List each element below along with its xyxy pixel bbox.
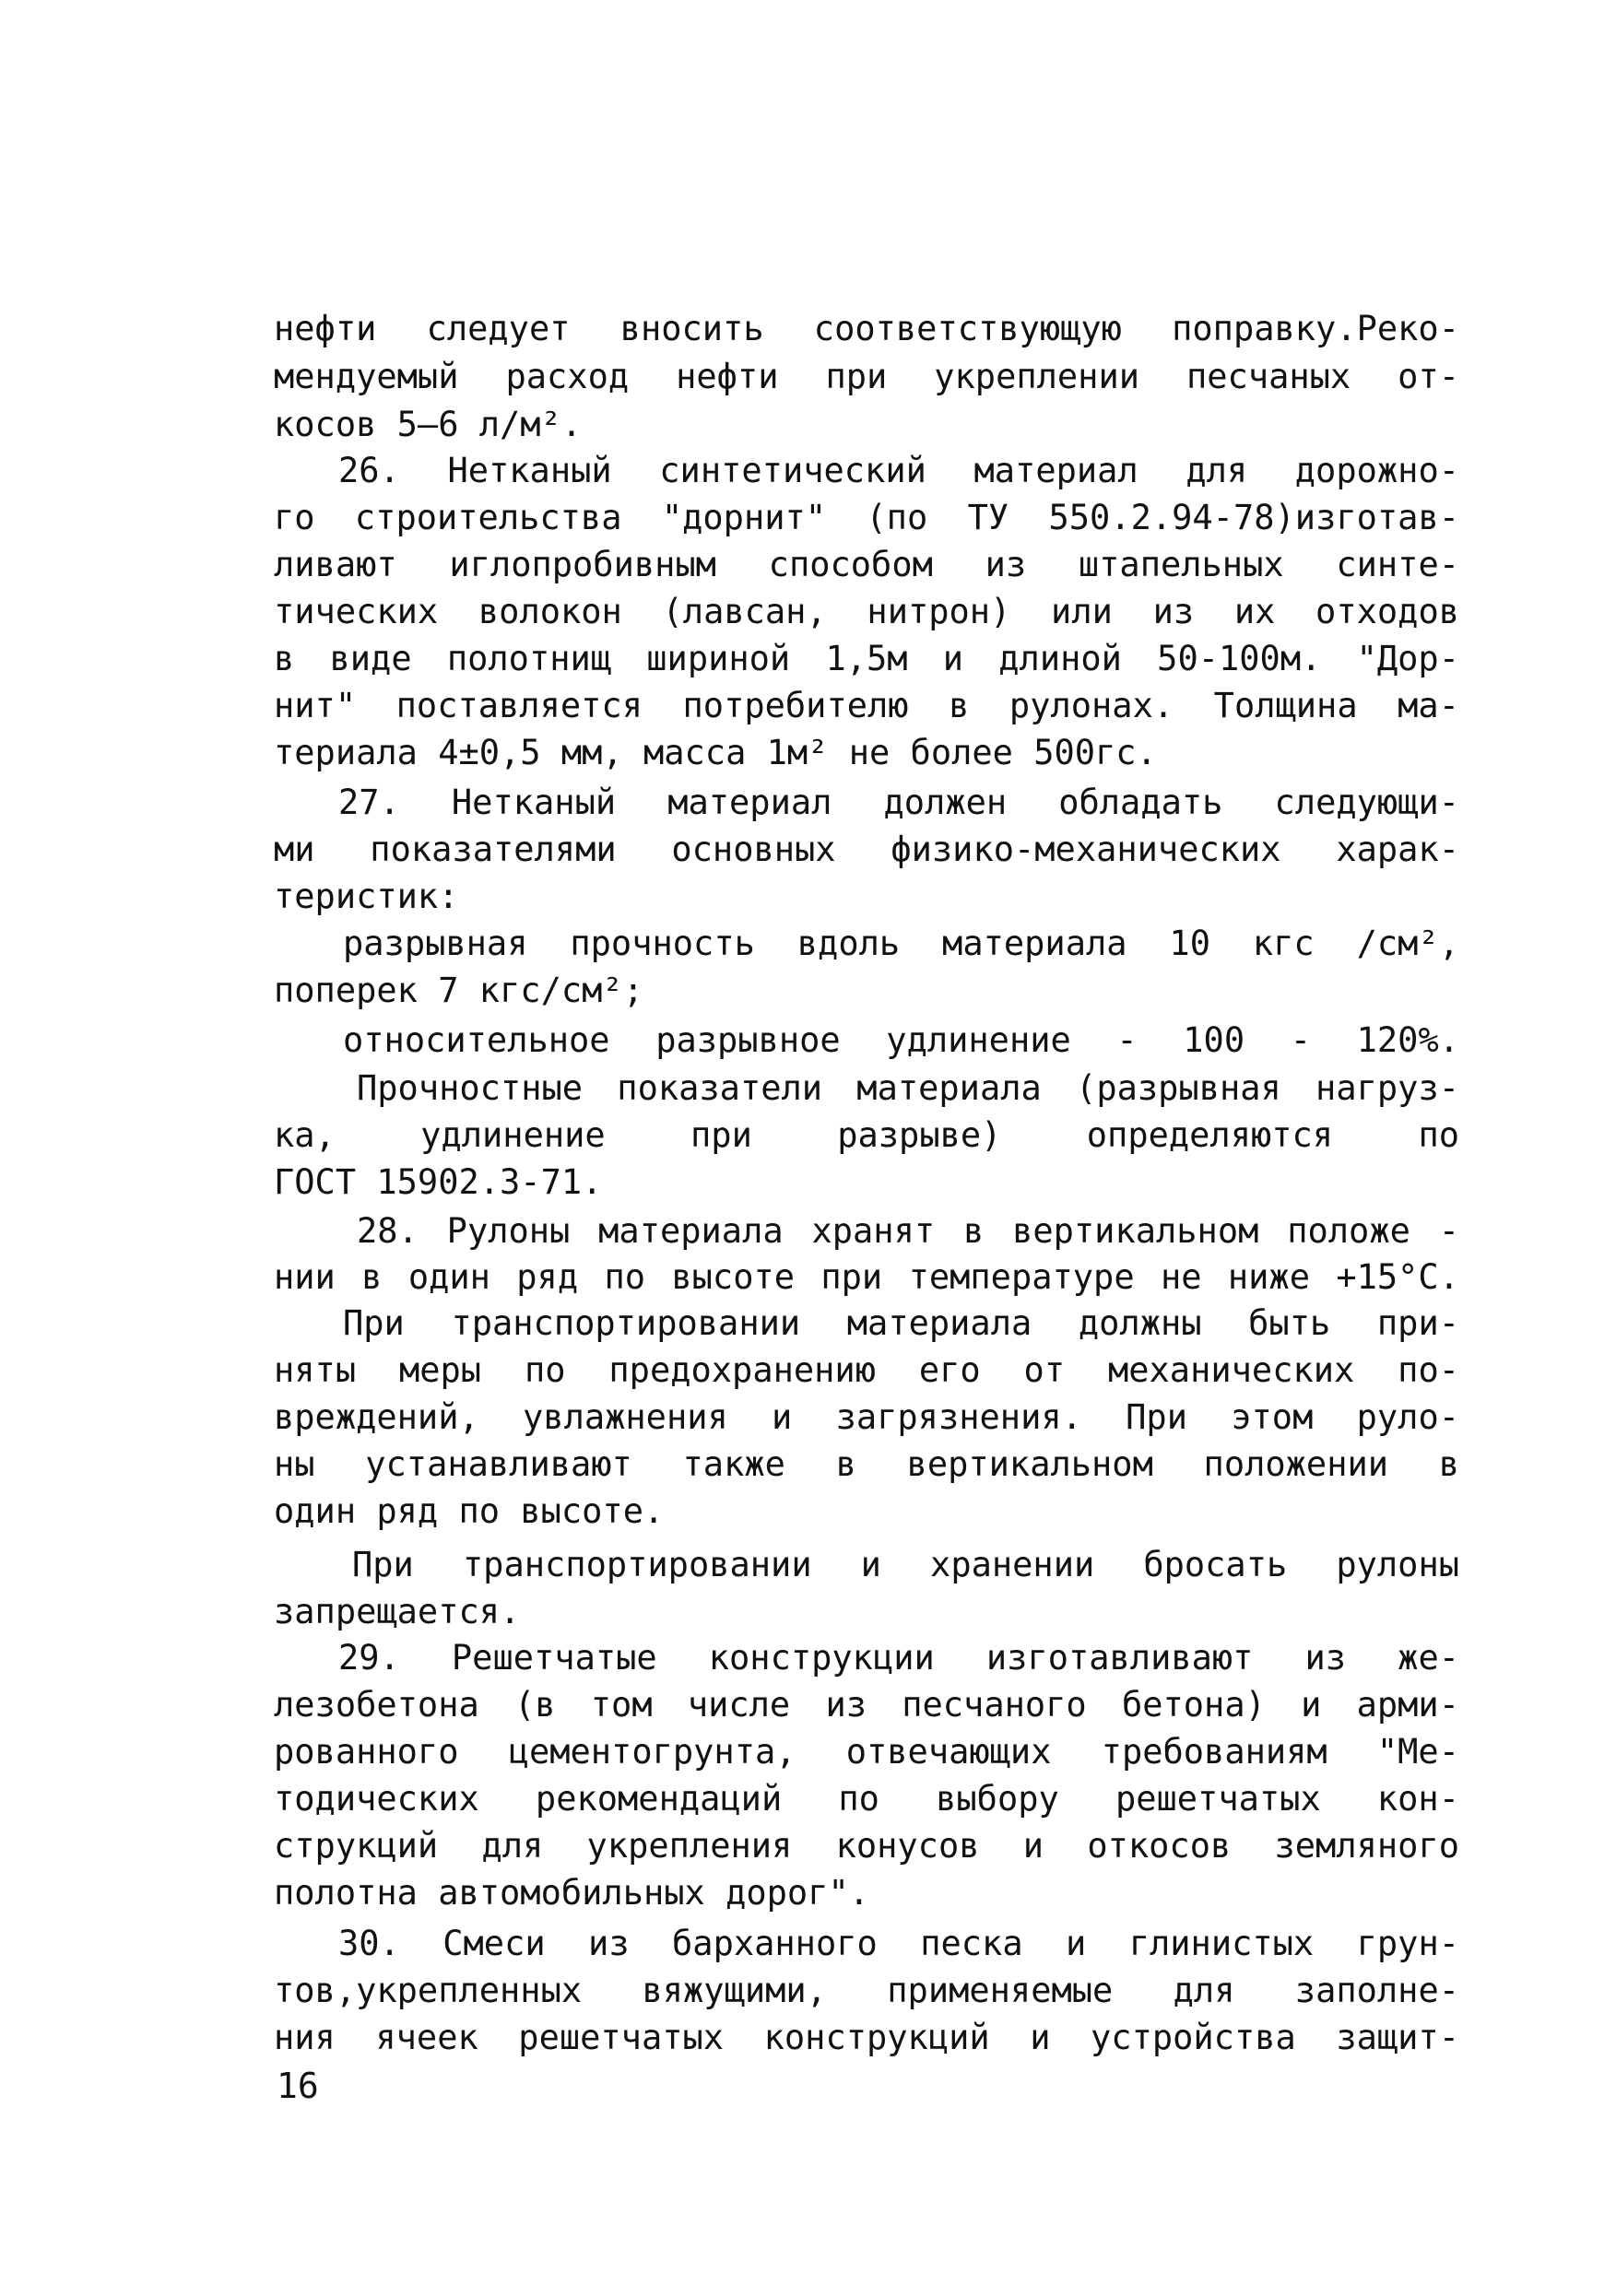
paragraph-28-line: запрещается. [274, 1592, 521, 1631]
paragraph-29-line: полотна автомобильных дорог". [274, 1873, 870, 1913]
paragraph-27-line: теристик: [274, 877, 459, 916]
text-line: мендуемый расход нефти при укреплении песчаных от- [274, 357, 1459, 396]
paragraph-26-line: 26. Нетканый синтетический материал для дорожно- [338, 451, 1459, 490]
paragraph-27-line: ми показателями основных физико-механических харак- [274, 830, 1459, 869]
paragraph-27-line: разрывная прочность вдоль материала 10 кгс /см², [343, 924, 1459, 963]
text-line: косов 5–6 л/м². [274, 405, 583, 444]
paragraph-26-line: нит" поставляется потребителю в рулонах. Толщина ма- [274, 686, 1459, 725]
paragraph-28-line: 28. Рулоны материала хранят в вертикальном положе - [357, 1211, 1459, 1251]
paragraph-26-line: ливают иглопробивным способом из штапельных синте- [274, 545, 1459, 584]
paragraph-28-line: ны устанавливают также в вертикальном положении в [274, 1444, 1459, 1484]
paragraph-27-line: ГОСТ 15902.3-71. [274, 1162, 603, 1202]
paragraph-28-line: няты меры по предохранению его от механических по- [274, 1350, 1459, 1390]
paragraph-26-line: тических волокон (лавсан, нитрон) или из их отходов [274, 592, 1459, 631]
text-line: нефти следует вносить соответствующую поправку.Реко- [274, 309, 1459, 348]
paragraph-27-line: поперек 7 кгс/см²; [274, 971, 643, 1010]
paragraph-29-line: лезобетона (в том числе из песчаного бетона) и арми- [274, 1685, 1459, 1725]
paragraph-28-line: При транспортировании материала должны быть при- [343, 1303, 1459, 1343]
paragraph-27-line: Прочностные показатели материала (разрывная нагруз- [357, 1068, 1459, 1108]
paragraph-29-line: тодических рекомендаций по выбору решетчатых кон- [274, 1779, 1459, 1819]
paragraph-26-line: го строительства "дорнит" (по ТУ 550.2.94-78)изготав- [274, 498, 1459, 537]
paragraph-27-line: ка, удлинение при разрыве) определяются по [274, 1115, 1459, 1155]
paragraph-28-line: один ряд по высоте. [274, 1491, 665, 1531]
paragraph-29-line: струкций для укрепления конусов и откосов земляного [274, 1826, 1459, 1866]
paragraph-28-line: При транспортировании и хранении бросать рулоны [352, 1545, 1459, 1584]
paragraph-27-line: относительное разрывное удлинение - 100 - 120%. [343, 1020, 1459, 1060]
paragraph-30-line: ния ячеек решетчатых конструкций и устройства защит- [274, 2018, 1459, 2057]
paragraph-30-line: тов,укрепленных вяжущими, применяемые для заполне- [274, 1971, 1459, 2010]
paragraph-28-line: нии в один ряд по высоте при температуре не ниже +15°С. [274, 1257, 1459, 1297]
paragraph-26-line: в виде полотнищ шириной 1,5м и длиной 50-100м. "Дор- [274, 639, 1459, 678]
paragraph-29-line: рованного цементогрунта, отвечающих требованиям "Ме- [274, 1732, 1459, 1772]
paragraph-29-line: 29. Решетчатые конструкции изготавливают из же- [338, 1638, 1459, 1678]
page-number: 16 [277, 2066, 319, 2106]
paragraph-27-line: 27. Нетканый материал должен обладать следующи- [338, 783, 1459, 822]
paragraph-28-line: вреждений, увлажнения и загрязнения. При этом руло- [274, 1397, 1459, 1437]
paragraph-30-line: 30. Смеси из барханного песка и глинистых грун- [338, 1924, 1459, 1963]
paragraph-26-line: териала 4±0,5 мм, масса 1м² не более 500гс. [274, 733, 1157, 772]
